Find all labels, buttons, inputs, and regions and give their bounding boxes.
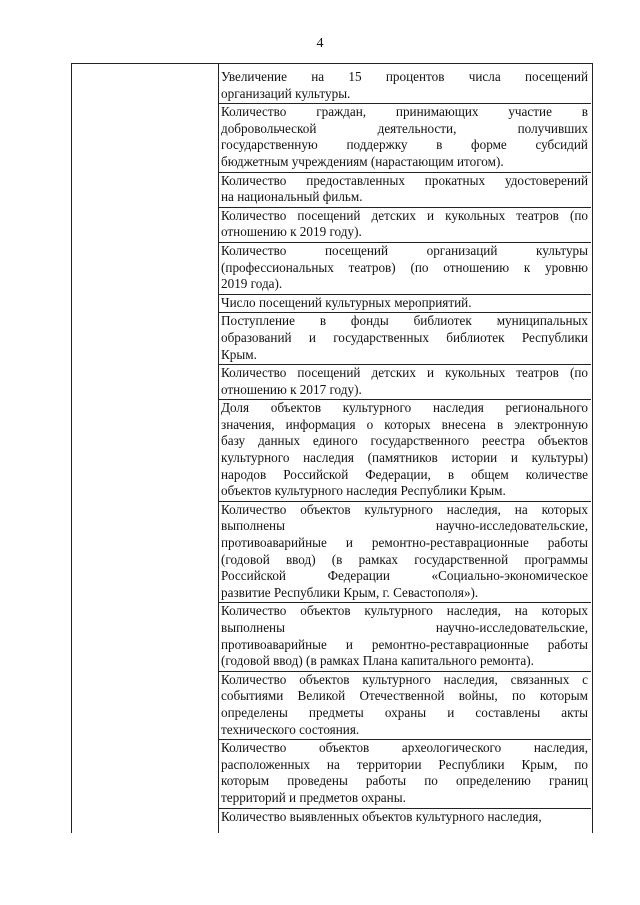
table-row <box>221 365 588 398</box>
row-text-line: Количество объектов археологического наследия, <box>221 740 588 756</box>
row-text-line: отношению к 2019 году). <box>221 224 362 240</box>
table-row <box>221 740 588 806</box>
row-text-line: Количество объектов культурного наследия, на которых <box>221 501 588 517</box>
row-text-line: значения, информация о которых внесена в электронную <box>221 416 588 432</box>
row-text-line: (профессиональных театров) (по отношению к уровню <box>221 259 588 275</box>
row-text-line: добровольческой деятельности, получивших <box>221 120 588 136</box>
table-row <box>221 400 588 500</box>
table-row <box>221 809 588 826</box>
row-text-line: Количество объектов культурного наследия, связанных с <box>221 671 588 687</box>
row-text-line: Количество посещений организаций культуры <box>221 242 588 258</box>
table-row <box>221 173 588 206</box>
table-row <box>221 603 588 669</box>
row-text-line: культурного наследия (памятников истории и культуры) <box>221 450 588 466</box>
row-text-line: Количество посещений детских и кукольных театров (по <box>221 207 588 223</box>
table-left-cell <box>72 64 218 833</box>
table-row <box>221 104 588 170</box>
table-row <box>221 69 588 102</box>
row-text-line: базу данных единого государственного реестра объектов <box>221 433 588 449</box>
row-text-line: которым проведены работы по определению границ <box>221 773 588 789</box>
row-text-line: Доля объектов культурного наследия регионального <box>221 400 588 416</box>
table-row <box>221 313 588 363</box>
table-row <box>221 243 588 293</box>
row-text-line: Количество объектов культурного наследия, на которых <box>221 603 588 619</box>
row-text-line: развитие Республики Крым, г. Севастополя»). <box>221 584 479 600</box>
row-text-line: государственную поддержку в форме субсидий <box>221 137 588 153</box>
row-text-line: организаций культуры. <box>221 85 351 101</box>
table-row <box>221 672 588 738</box>
row-text-line: Количество выявленных объектов культурного наследия, <box>221 808 542 824</box>
row-text-line: расположенных на территории Республики Крым, по <box>221 756 588 772</box>
row-text-line: технического состояния. <box>221 721 360 737</box>
row-text-line: Российской Федерации «Социально-экономическое <box>221 568 588 584</box>
row-text-line: образований и государственных библиотек Республики <box>221 329 588 345</box>
row-text-line: бюджетным учреждениям (нарастающим итогом). <box>221 153 504 169</box>
row-text-line: Число посещений культурных мероприятий. <box>221 294 472 310</box>
row-text-line: Увеличение на 15 процентов числа посещений <box>221 69 588 84</box>
row-text-line: Количество посещений детских и кукольных театров (по <box>221 365 588 381</box>
row-text-line: Крым. <box>221 346 257 362</box>
row-text-line: определены предметы охраны и составлены акты <box>221 704 588 720</box>
column-divider <box>218 64 219 833</box>
row-text-line: (годовой ввод) (в рамках государственной программы <box>221 551 588 567</box>
row-text-line: на национальный фильм. <box>221 189 363 205</box>
indicators-cell <box>221 69 588 825</box>
row-text-line: противоаварийные и ремонтно-реставрационные работы <box>221 535 588 551</box>
row-text-line: 2019 года). <box>221 276 283 292</box>
indicators-table <box>71 63 593 833</box>
row-text-line: объектов культурного наследия Республики Крым. <box>221 483 506 499</box>
row-text-line: событиями Великой Отечественной войны, по которым <box>221 688 588 704</box>
table-row <box>221 295 588 312</box>
row-text-line: выполнены научно-исследовательские, <box>221 518 588 534</box>
row-text-line: противоаварийные и ремонтно-реставрационные работы <box>221 636 588 652</box>
row-text-line: Поступление в фонды библиотек муниципальных <box>221 313 588 329</box>
row-text-line: Количество граждан, принимающих участие в <box>221 104 588 120</box>
table-row <box>221 502 588 602</box>
row-text-line: отношению к 2017 году). <box>221 381 362 397</box>
row-text-line: Количество предоставленных прокатных удостоверений <box>221 172 588 188</box>
row-text-line: территорий и предметов охраны. <box>221 789 406 805</box>
row-text-line: (годовой ввод) (в рамках Плана капитального ремонта). <box>221 653 534 669</box>
row-text-line: народов Российской Федерации, в общем количестве <box>221 466 588 482</box>
table-row <box>221 208 588 241</box>
row-text-line: выполнены научно-исследовательские, <box>221 620 588 635</box>
page-number: 4 <box>316 36 324 51</box>
